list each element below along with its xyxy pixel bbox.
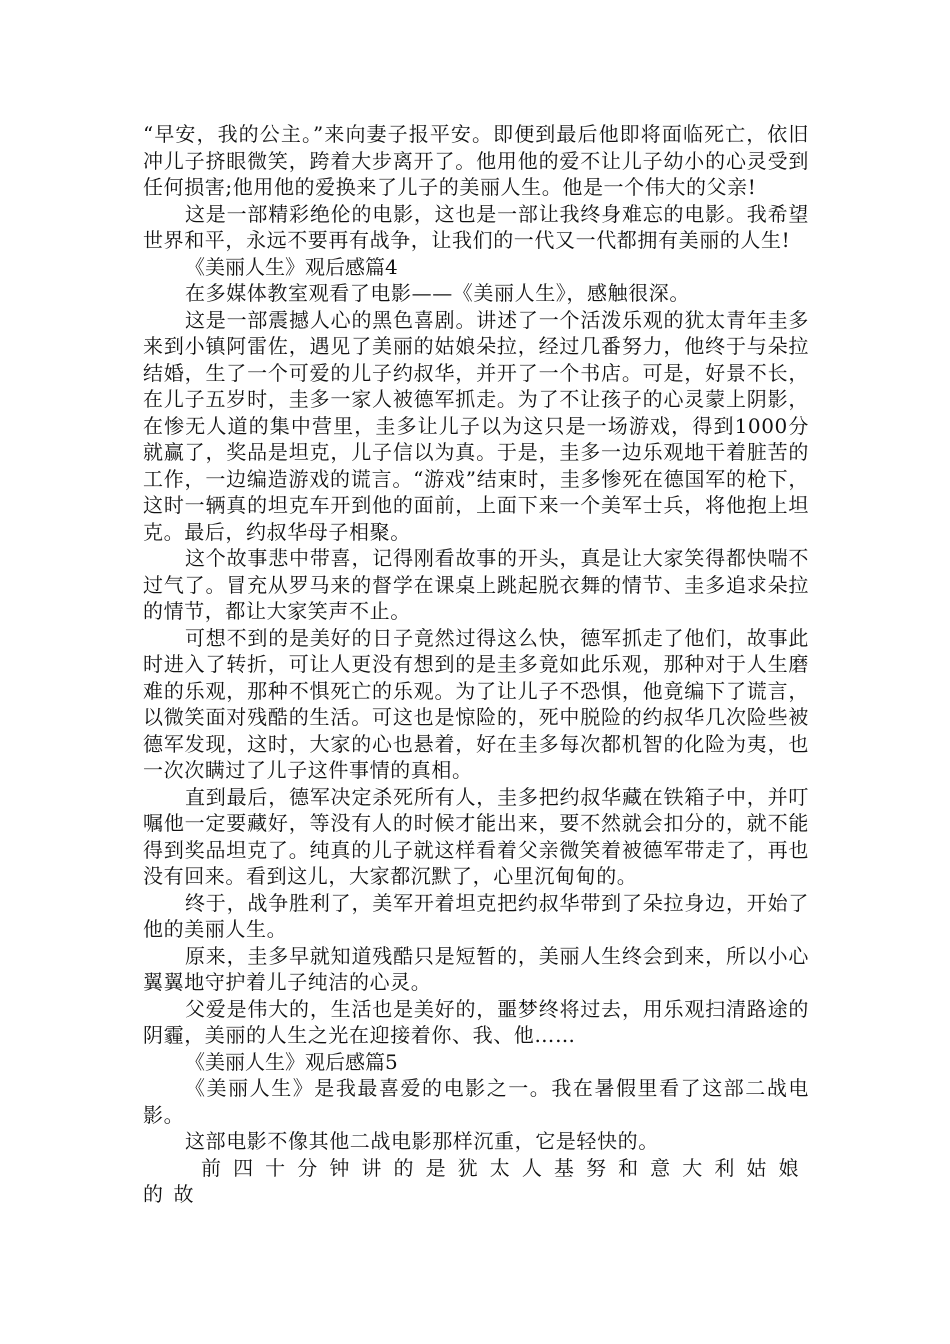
paragraph: 终于，战争胜利了，美军开着坦克把约叔华带到了朵拉身边，开始了他的美丽人生。 [143,890,809,941]
paragraph: 前四十分钟讲的是犹太人基努和意大利姑娘的故 [143,1155,809,1206]
paragraph: 直到最后，德军决定杀死所有人，圭多把约叔华藏在铁箱子中，并叮嘱他一定要藏好，等没有人的时候才能出来，要不然就会扣分的，就不能得到奖品坦克了。纯真的儿子就这样看着父亲微笑着被德军带走了，再也没有回来。看到这儿，大家都沉默了，心里沉甸甸的。 [143,784,809,888]
paragraph: 父爱是伟大的，生活也是美好的，噩梦终将过去，用乐观扫清路途的阴霾，美丽的人生之光在迎接着你、我、他…… [143,996,809,1047]
paragraph: 在多媒体教室观看了电影——《美丽人生》，感触很深。 [185,281,690,305]
paragraph: 这是一部震撼人心的黑色喜剧。讲述了一个活泼乐观的犹太青年圭多来到小镇阿雷佐，遇见了美丽的姑娘朵拉，经过几番努力，他终于与朵拉结婚，生了一个可爱的儿子约叔华，并开了一个书店。可是，好景不长，在儿子五岁时，圭多一家人被德军抓走。为了不让孩子的心灵蒙上阴影，在惨无人道的集中营里，圭多让儿子以为这只是一场游戏，得到1000分就赢了，奖品是坦克，儿子信以为真。于是，圭多一边乐观地干着脏苦的工作，一边编造游戏的谎言。“游戏”结束时，圭多惨死在德国军的枪下，这时一辆真的坦克车开到他的面前，上面下来一个美军士兵，将他抱上坦克。最后，约叔华母子相聚。 [143,307,809,544]
document-page [143,121,809,1208]
paragraph: 这个故事悲中带喜，记得刚看故事的开头，真是让大家笑得都快喘不过气了。冒充从罗马来的督学在课桌上跳起脱衣舞的情节、圭多追求朵拉的情节，都让大家笑声不止。 [143,546,809,623]
section-heading: 《美丽人生》观后感篇5 [185,1049,398,1074]
paragraph: 这部电影不像其他二战电影那样沉重，它是轻快的。 [185,1129,659,1153]
paragraph: 原来，圭多早就知道残酷只是短暂的，美丽人生终会到来，所以小心翼翼地守护着儿子纯洁的心灵。 [143,943,809,994]
section-heading: 《美丽人生》观后感篇4 [185,254,398,279]
paragraph: 《美丽人生》是我最喜爱的电影之一。我在暑假里看了这部二战电影。 [143,1076,809,1127]
paragraph: “早安，我的公主。”来向妻子报平安。即便到最后他即将面临死亡，依旧冲儿子挤眼微笑，跨着大步离开了。他用他的爱不让儿子幼小的心灵受到任何损害;他用他的爱换来了儿子的美丽人生。他是一个伟大的父亲! [143,122,809,199]
paragraph: 这是一部精彩绝伦的电影，这也是一部让我终身难忘的电影。我希望世界和平，永远不要再有战争，让我们的一代又一代都拥有美丽的人生! [143,201,809,252]
paragraph: 可想不到的是美好的日子竟然过得这么快，德军抓走了他们，故事此时进入了转折，可让人更没有想到的是圭多竟如此乐观，那种对于人生磨难的乐观，那种不惧死亡的乐观。为了让儿子不恐惧，他竟编下了谎言，以微笑面对残酷的生活。可这也是惊险的，死中脱险的约叔华几次险些被德军发现，这时，大家的心也悬着，好在圭多每次都机智的化险为夷，也一次次瞒过了儿子这件事情的真相。 [143,625,809,782]
